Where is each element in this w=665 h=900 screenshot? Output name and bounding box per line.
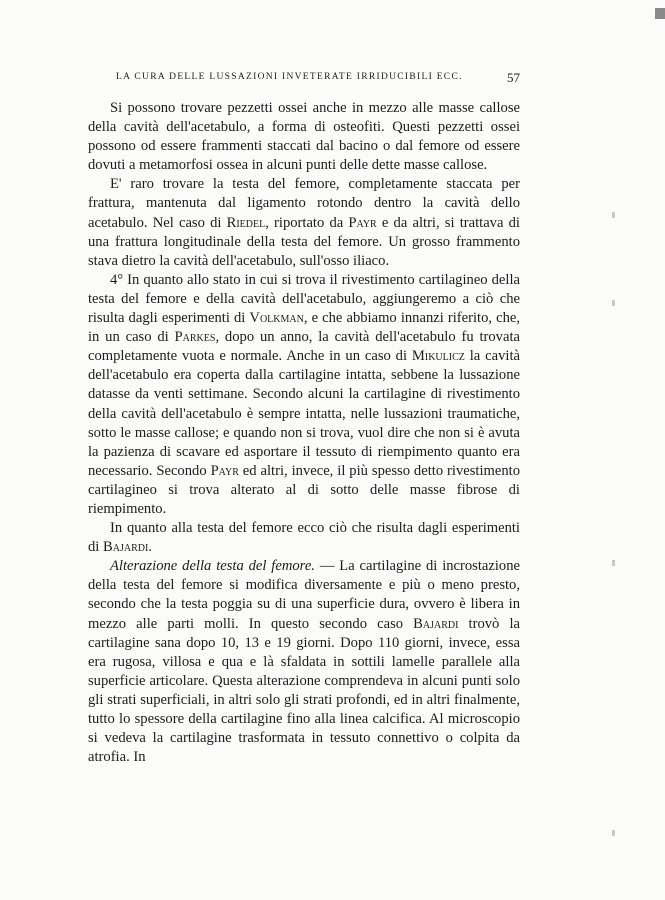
running-title: LA CURA DELLE LUSSAZIONI INVETERATE IRRIDUCIBILI ECC. [116, 72, 463, 82]
text-run: ed altri, invece, il più spesso detto rivestimento cartilagineo si trova alterato al di sotto delle masse fibrose di riempimento. [88, 462, 521, 517]
paragraph [88, 175, 520, 270]
text-run: , riportato da [265, 214, 349, 231]
paragraph [88, 519, 520, 557]
text-run: Si possono trovare pezzetti ossei anche in mezzo alle masse callose della cavità dell'acetabulo, a forma di osteofiti. Questi pezzetti ossei possono od essere frammenti staccati dal bacino o dal femore od essere dovuti a metamorfosi ossea in alcuni punti delle dette masse callose. [88, 100, 520, 174]
text-run: — La cartilagine di incrostazione della testa del femore si modifica diversamente e più o meno presto, secondo che la testa poggia su di una superficie dura, ovvero è libera in mezzo alle parti molli. In questo secondo caso [88, 558, 520, 632]
body-text [88, 99, 520, 767]
text-run: la cavità dell'acetabulo era coperta dalla cartilagine intatta, sebbene la lussazione datasse da venti settimane. Secondo alcuni la cartilagine di rivestimento della cavità dell'acetabulo è sempre intatta, nelle lussazioni traumatiche, sotto le masse callose; e quando non si trova, vuol dire che non si è avuta la pazienza di scavare ed asportare il tessuto di riempimento quanto era necessario. Secondo [88, 348, 520, 479]
author-name: Riedel [226, 214, 266, 231]
scan-edge-mark [612, 560, 615, 566]
author-name: Bajardi [103, 539, 149, 556]
author-name: Volkman [249, 310, 304, 327]
paragraph [88, 271, 520, 519]
text-run: , dopo un anno, la cavità dell'acetabulo fu trovata completamente vuota e normale. Anche in un caso di [88, 329, 520, 365]
text-run: , e che abbiamo innanzi riferito, che, in un caso di [88, 310, 520, 346]
section-heading: Alterazione della testa del femore. [110, 558, 315, 575]
scan-edge-mark [655, 8, 665, 19]
scan-edge-mark [612, 830, 615, 836]
text-run: . [148, 539, 152, 556]
paragraph [88, 99, 520, 175]
author-name: Mikulicz [411, 348, 465, 365]
page-number: 57 [507, 70, 520, 85]
scan-edge-mark [612, 300, 615, 306]
scan-edge-mark [612, 212, 615, 218]
author-name: Payr [210, 462, 239, 479]
paragraph [88, 557, 520, 767]
page-header [88, 70, 520, 88]
author-name: Payr [348, 214, 377, 231]
author-name: Parkes [174, 329, 216, 346]
text-run: e da altri, si trattava di una frattura longitudinale della testa del femore. Un grosso frammento stava dietro la cavità dell'acetabulo, sull'osso iliaco. [88, 214, 520, 269]
text-run: 4° In quanto allo stato in cui si trova il rivestimento cartilagineo della testa del femore e della cavità dell'acetabulo, aggiungeremo a ciò che risulta dagli esperimenti di [88, 271, 520, 327]
text-run: E' raro trovare la testa del femore, completamente staccata per frattura, mantenuta dal ligamento rotondo dentro la cavità dello acetabulo. Nel caso di [88, 176, 520, 231]
text-run: In quanto alla testa del femore ecco ciò che risulta dagli esperimenti di [88, 520, 520, 556]
author-name: Bajardi [413, 615, 459, 632]
text-run: trovò la cartilagine sana dopo 10, 13 e 19 giorni. Dopo 110 giorni, invece, essa era rugosa, villosa e qua e là sfaldata in sottili lamelle parallele alla superficie articolare. Questa alterazione comprendeva in alcuni punti solo gli strati superficiali, in altri solo gli strati profondi, ed in altri finalmente, tutto lo spessore della cartilagine fino alla linea calcifica. Al microscopio si vedeva la cartilagine trasformata in tessuto connettivo o colpita da atrofia. In [88, 615, 520, 766]
